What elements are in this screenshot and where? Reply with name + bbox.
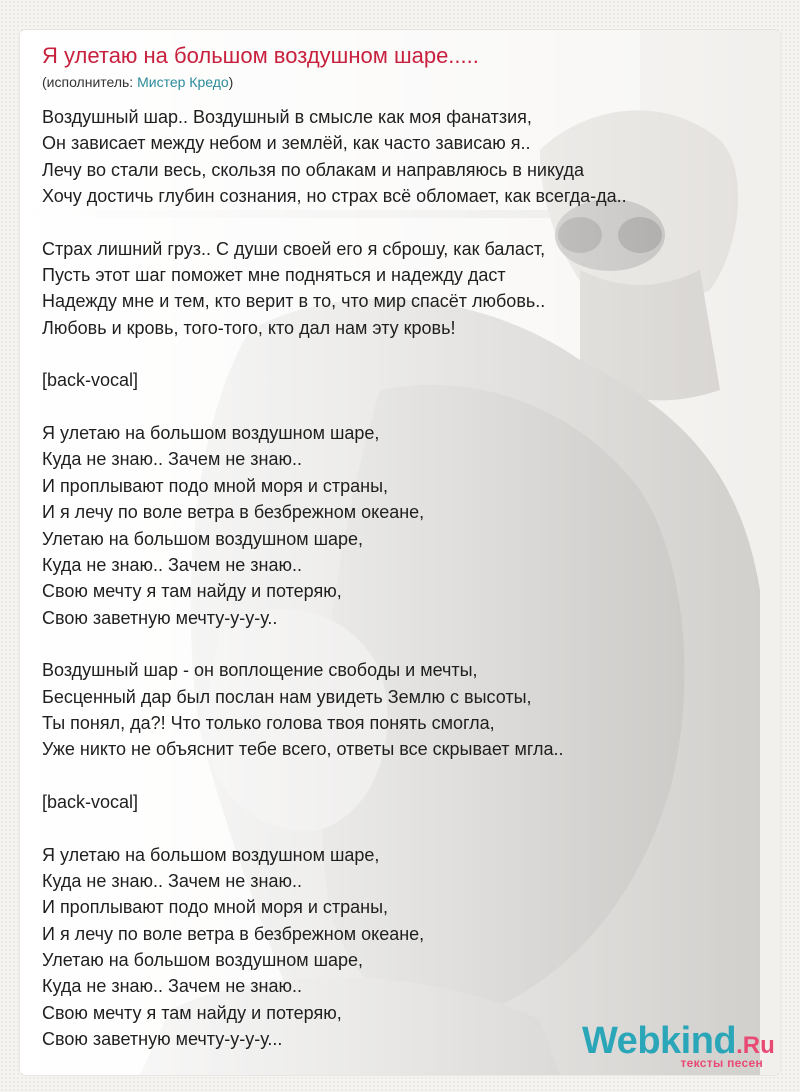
lyric-line: Куда не знаю.. Зачем не знаю.. [42,449,302,470]
artist-prefix: (исполнитель: [42,74,138,90]
lyric-line: Свою мечту я там найду и потеряю, [42,1002,342,1023]
artist-suffix: ) [228,74,234,90]
content-card [20,30,780,1075]
artist-line [42,74,233,90]
lyric-line: [back-vocal] [42,370,139,391]
lyric-line: Страх лишний груз.. С души своей его я сброшу, как баласт, [42,238,546,259]
logo-tagline: тексты песен [680,1056,763,1070]
lyric-line: И проплывают подо мной моря и страны, [42,897,389,918]
lyric-line: Лечу во стали весь, скользя по облакам и направляюсь в никуда [42,159,584,180]
logo-domain: .Ru [736,1032,775,1059]
lyric-line [42,631,627,657]
lyric-line: Свою заветную мечту-у-у-у... [42,1029,283,1050]
lyric-line: Свою мечту я там найду и потеряю, [42,581,342,602]
lyric-line: Куда не знаю.. Зачем не знаю.. [42,870,302,891]
lyric-line: Воздушный шар.. Воздушный в смысле как моя фанатзия, [42,107,532,127]
lyric-line: Воздушный шар - он воплощение свободы и мечты, [42,660,478,681]
lyric-line: Бесценный дар был послан нам увидеть Землю с высоты, [42,686,532,707]
lyric-line: Надежду мне и тем, кто верит в то, что мир спасёт любовь.. [42,291,546,312]
lyric-line: Пусть этот шаг поможет мне подняться и надежду даст [42,265,506,286]
lyric-line: И проплывают подо мной моря и страны, [42,475,389,496]
lyric-line: Свою заветную мечту-у-у-у.. [42,607,278,628]
lyric-line [42,209,627,235]
lyrics-block [42,104,627,1052]
lyric-line: Уже никто не объяснит тебе всего, ответы все скрывает мгла.. [42,739,564,760]
artist-link[interactable]: Мистер Кредо [137,74,229,90]
lyric-line [42,815,627,841]
lyric-line: Он зависает между небом и землёй, как часто зависаю я.. [42,133,531,154]
webkind-logo[interactable] [582,1022,777,1070]
logo-wordmark: Webkind [582,1020,737,1062]
lyric-line: [back-vocal] [42,791,139,812]
lyric-line: И я лечу по воле ветра в безбрежном океане, [42,502,425,523]
lyric-line: Хочу достичь глубин сознания, но страх всё обломает, как всегда-да.. [42,186,627,207]
lyric-line: Куда не знаю.. Зачем не знаю.. [42,554,302,575]
lyric-line [42,394,627,420]
lyric-line [42,341,627,367]
lyric-line: Ты понял, да?! Что только голова твоя понять смогла, [42,712,495,733]
lyric-line: Улетаю на большом воздушном шаре, [42,528,364,549]
lyric-line: Любовь и кровь, того-того, кто дал нам эту кровь! [42,317,456,338]
lyric-line [42,763,627,789]
lyric-line: И я лечу по воле ветра в безбрежном океане, [42,923,425,944]
lyric-line: Я улетаю на большом воздушном шаре, [42,423,380,444]
lyric-line: Улетаю на большом воздушном шаре, [42,950,364,970]
lyric-line: Куда не знаю.. Зачем не знаю.. [42,976,302,997]
song-title: Я улетаю на большом воздушном шаре..... [42,43,479,68]
lyric-line: Я улетаю на большом воздушном шаре, [42,844,380,865]
